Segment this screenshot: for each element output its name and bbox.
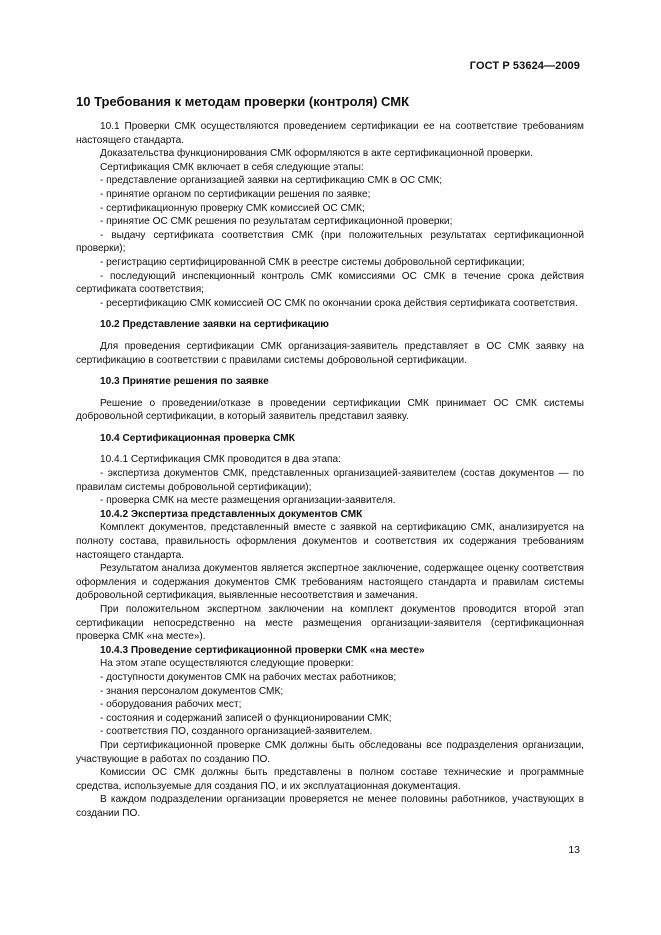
list-item: - сертификационную проверку СМК комиссией ОС СМК; [100, 202, 365, 214]
list-item: - выдачу сертификата соответствия СМК (при положительных результатах сертификационной проверки); [76, 229, 584, 255]
list-item: - последующий инспекционный контроль СМК комиссиями ОС СМК в течение срока действия сертификата соответствия; [76, 270, 584, 296]
list-item: - ресертификацию СМК комиссией ОС СМК по окончании срока действия сертификата соответствия. [100, 297, 578, 309]
list-item: - проверка СМК на месте размещения организации-заявителя. [100, 495, 396, 507]
paragraph: При сертификационной проверке СМК должны быть обследованы все подразделения организации, участвующие в работах по созданию ПО. [76, 739, 584, 765]
section-10-4-2-title: 10.4.2 Экспертиза представленных документов СМК [100, 508, 363, 520]
paragraph: 10.1 Проверки СМК осуществляются проведением сертификации ее на соответствие требованиям настоящего стандарта. [76, 121, 584, 146]
section-10-3-title: 10.3 Принятие решения по заявке [100, 376, 269, 388]
paragraph: Доказательства функционирования СМК оформляются в акте сертификационной проверки. [100, 148, 533, 160]
list-item: - знания персоналом документов СМК; [100, 685, 284, 697]
paragraph: Результатом анализа документов является экспертное заключение, содержащее оценку соответствия оформления и содержания документов СМК требованиям настоящего стандарта и правилам системы добровольной сертификация, выявленные несоответствия и замечания. [76, 563, 584, 602]
list-item: - регистрацию сертифицированной СМК в реестре системы добровольной сертификации; [100, 256, 525, 268]
paragraph: 10.4.1 Сертификация СМК проводится в два этапа: [100, 454, 341, 466]
list-item: - принятие ОС СМК решения по результатам сертификационной проверки; [100, 216, 453, 228]
page-number: 13 [568, 844, 580, 856]
list-item: - принятие органом по сертификации решения по заявке; [100, 188, 371, 200]
list-item: - соответствия ПО, созданного организацией-заявителем. [100, 726, 373, 738]
section-10-title: 10 Требования к методам проверки (контроля) СМК [76, 94, 410, 109]
list-item: - представление организацией заявки на сертификацию СМК в ОС СМК; [100, 175, 443, 187]
standard-code: ГОСТ Р 53624—2009 [469, 60, 580, 72]
section-10-4-title: 10.4 Сертификационная проверка СМК [100, 432, 295, 444]
section-10-4-3-title: 10.4.3 Проведение сертификационной проверки СМК «на месте» [100, 644, 425, 656]
list-item: - доступности документов СМК на рабочих местах работников; [100, 671, 397, 683]
list-item: - экспертиза документов СМК, представленных организацией-заявителем (состав документов — по правилам системы добровольной сертификации); [76, 468, 584, 493]
paragraph: Сертификация СМК включает в себя следующие этапы: [100, 161, 364, 173]
paragraph: При положительном экспертном заключении на комплект документов проводится второй этап сертификации непосредственно на месте размещения организации-заявителя (сертификационная проверка СМК «на месте»). [76, 604, 584, 643]
paragraph: Комиссии ОС СМК должны быть представлены в полном составе технические и программные средства, используемые для создания ПО, и их эксплуатационная документация. [76, 767, 584, 792]
paragraph: Для проведения сертификации СМК организация-заявитель представляет в ОС СМК заявку на сертификацию в соответствии с правилами системы добровольной сертификации. [76, 340, 584, 366]
page-body [76, 94, 584, 821]
paragraph: Решение о проведении/отказе в проведении сертификации СМК принимает ОС СМК системы добровольной сертификации, в который заявитель представил заявку. [76, 397, 584, 423]
list-item: - состояния и содержаний записей о функционировании СМК; [100, 712, 392, 724]
paragraph: Комплект документов, представленный вместе с заявкой на сертификацию СМК, анализируется на полноту состава, правильность оформления документов и соответствия их содержания требованиям настоящего стандарта. [76, 522, 584, 561]
section-10-2-title: 10.2 Представление заявки на сертификацию [100, 319, 329, 331]
paragraph: В каждом подразделении организации проверяется не менее половины работников, участвующих в создании ПО. [76, 794, 584, 819]
paragraph: На этом этапе осуществляются следующие проверки: [100, 658, 354, 670]
list-item: - оборудования рабочих мест; [100, 699, 242, 711]
